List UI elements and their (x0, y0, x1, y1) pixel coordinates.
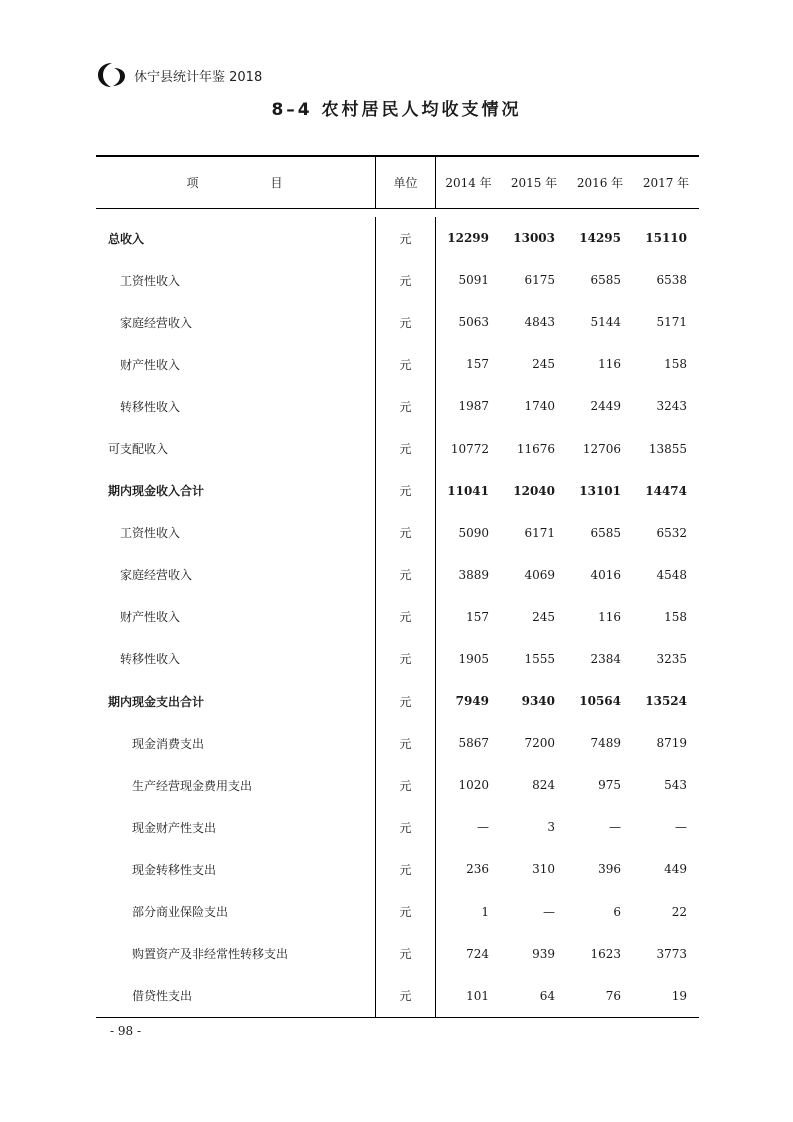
page-number: - 98 - (110, 1024, 142, 1038)
row-value: 975 (598, 778, 621, 793)
row-value: 4843 (524, 315, 555, 330)
row-value: 64 (539, 988, 555, 1003)
row-unit: 元 (375, 680, 435, 722)
row-value: 6171 (524, 525, 555, 540)
row-value: 396 (598, 862, 621, 877)
row-value: 13524 (645, 694, 687, 709)
row-value: 1987 (435, 385, 501, 427)
row-value: 6585 (590, 525, 621, 540)
row-value: 9340 (521, 694, 555, 709)
column-header-2016: 2016 年 (576, 176, 624, 190)
row-value: 7949 (435, 680, 501, 722)
row-label: 现金转移性支出 (132, 862, 217, 877)
row-value: 4016 (590, 567, 621, 582)
row-label: 工资性收入 (120, 526, 181, 541)
income-expense-table (96, 155, 699, 1018)
row-unit: 元 (375, 427, 435, 469)
row-value: 12040 (513, 483, 555, 498)
row-unit: 元 (375, 764, 435, 806)
row-value: 824 (532, 778, 555, 793)
table-header-row (96, 157, 699, 208)
row-label: 转移性收入 (120, 399, 181, 414)
table-row (96, 764, 699, 806)
row-value: 7200 (524, 736, 555, 751)
row-unit: 元 (375, 385, 435, 427)
row-value: 543 (664, 778, 687, 793)
row-value: 6175 (524, 273, 555, 288)
row-value: 6585 (590, 273, 621, 288)
row-value: 3 (547, 820, 555, 835)
table-row (96, 427, 699, 469)
row-value: 14474 (645, 483, 687, 498)
table-row (96, 806, 699, 848)
row-value: 245 (532, 609, 555, 624)
row-value: 76 (605, 988, 621, 1003)
row-value: 157 (435, 596, 501, 638)
table-row (96, 933, 699, 975)
row-value: 6 (613, 904, 621, 919)
row-value: 158 (664, 357, 687, 372)
row-value: 1905 (435, 638, 501, 680)
row-value: 310 (532, 862, 555, 877)
row-value: 15110 (645, 231, 687, 246)
row-value: 939 (532, 946, 555, 961)
row-value: 1623 (590, 946, 621, 961)
table-row (96, 975, 699, 1017)
row-value: 4069 (524, 567, 555, 582)
row-value: 3773 (656, 946, 687, 961)
row-label: 家庭经营收入 (120, 568, 193, 583)
row-unit: 元 (375, 891, 435, 933)
row-value: 1020 (435, 764, 501, 806)
row-label: 工资性收入 (120, 273, 181, 288)
table-row (96, 554, 699, 596)
row-unit: 元 (375, 638, 435, 680)
row-label: 现金财产性支出 (132, 820, 217, 835)
row-value: 6532 (656, 525, 687, 540)
row-value: 8719 (656, 736, 687, 751)
row-value: 116 (598, 357, 621, 372)
column-header-2017: 2017 年 (642, 176, 690, 190)
row-unit: 元 (375, 343, 435, 385)
yearbook-title: 休宁县统计年鉴 2018 (134, 69, 263, 85)
row-value: 22 (671, 904, 687, 919)
row-value: 3243 (656, 399, 687, 414)
row-label: 转移性收入 (120, 652, 181, 667)
row-value: 1740 (524, 399, 555, 414)
row-value: 14295 (579, 231, 621, 246)
row-value: 101 (435, 975, 501, 1017)
row-value: 5091 (435, 259, 501, 301)
row-label: 财产性收入 (120, 610, 181, 625)
row-value: 1555 (524, 651, 555, 666)
row-value: 116 (598, 609, 621, 624)
column-header-item: 项 目 (186, 176, 285, 190)
row-value: 3235 (656, 651, 687, 666)
row-unit: 元 (375, 259, 435, 301)
row-value: 158 (664, 609, 687, 624)
row-value: 449 (664, 862, 687, 877)
row-value: 236 (435, 848, 501, 890)
table-row (96, 343, 699, 385)
table-row (96, 512, 699, 554)
row-value: — (609, 820, 621, 835)
row-value: 13855 (648, 441, 687, 456)
row-unit: 元 (375, 975, 435, 1017)
row-value: 2384 (590, 651, 621, 666)
column-header-unit: 单位 (375, 157, 435, 208)
table-row (96, 722, 699, 764)
table-row (96, 470, 699, 512)
table-row (96, 638, 699, 680)
column-header-2015: 2015 年 (510, 176, 558, 190)
table-row (96, 891, 699, 933)
row-value: — (435, 806, 501, 848)
row-value: 2449 (590, 399, 621, 414)
row-label: 购置资产及非经常性转移支出 (132, 947, 289, 962)
row-value: — (543, 904, 555, 919)
row-value: — (675, 820, 687, 835)
row-unit: 元 (375, 848, 435, 890)
row-value: 5867 (435, 722, 501, 764)
row-value: 245 (532, 357, 555, 372)
row-value: 13101 (579, 483, 621, 498)
row-unit: 元 (375, 806, 435, 848)
row-label: 期内现金支出合计 (108, 694, 205, 709)
row-value: 5171 (656, 315, 687, 330)
row-value: 10564 (579, 694, 621, 709)
table-bottom-rule (96, 1017, 699, 1018)
row-value: 6538 (656, 273, 687, 288)
row-unit: 元 (375, 722, 435, 764)
row-value: 11041 (435, 470, 501, 512)
row-unit: 元 (375, 933, 435, 975)
row-value: 5144 (590, 315, 621, 330)
row-value: 4548 (656, 567, 687, 582)
table-row (96, 217, 699, 259)
row-label: 借贷性支出 (132, 989, 193, 1004)
row-value: 10772 (435, 427, 501, 469)
row-unit: 元 (375, 470, 435, 512)
row-unit: 元 (375, 596, 435, 638)
row-value: 13003 (513, 231, 555, 246)
table-row (96, 301, 699, 343)
table-row (96, 596, 699, 638)
row-value: 157 (435, 343, 501, 385)
row-label: 总收入 (108, 231, 145, 246)
row-value: 12299 (435, 217, 501, 259)
table-row (96, 848, 699, 890)
row-value: 19 (671, 988, 687, 1003)
row-label: 财产性收入 (120, 357, 181, 372)
row-unit: 元 (375, 301, 435, 343)
row-value: 12706 (582, 441, 621, 456)
table-row (96, 259, 699, 301)
table-body (96, 209, 699, 1017)
row-unit: 元 (375, 217, 435, 259)
row-value: 7489 (590, 736, 621, 751)
page-title: 8–4 农村居民人均收支情况 (271, 100, 522, 120)
row-value: 724 (435, 933, 501, 975)
yearbook-logo-icon (96, 60, 128, 90)
row-label: 部分商业保险支出 (132, 905, 229, 920)
row-value: 5090 (435, 512, 501, 554)
row-label: 生产经营现金费用支出 (132, 778, 253, 793)
column-header-2014: 2014 年 (435, 157, 501, 208)
row-value: 5063 (435, 301, 501, 343)
row-label: 家庭经营收入 (120, 315, 193, 330)
row-value: 11676 (516, 441, 555, 456)
row-label: 可支配收入 (108, 442, 169, 457)
row-unit: 元 (375, 512, 435, 554)
row-value: 3889 (435, 554, 501, 596)
row-unit: 元 (375, 554, 435, 596)
table-row (96, 385, 699, 427)
row-label: 现金消费支出 (132, 736, 205, 751)
page-header (96, 60, 262, 90)
table-row (96, 680, 699, 722)
row-value: 1 (435, 891, 501, 933)
row-label: 期内现金收入合计 (108, 484, 205, 499)
